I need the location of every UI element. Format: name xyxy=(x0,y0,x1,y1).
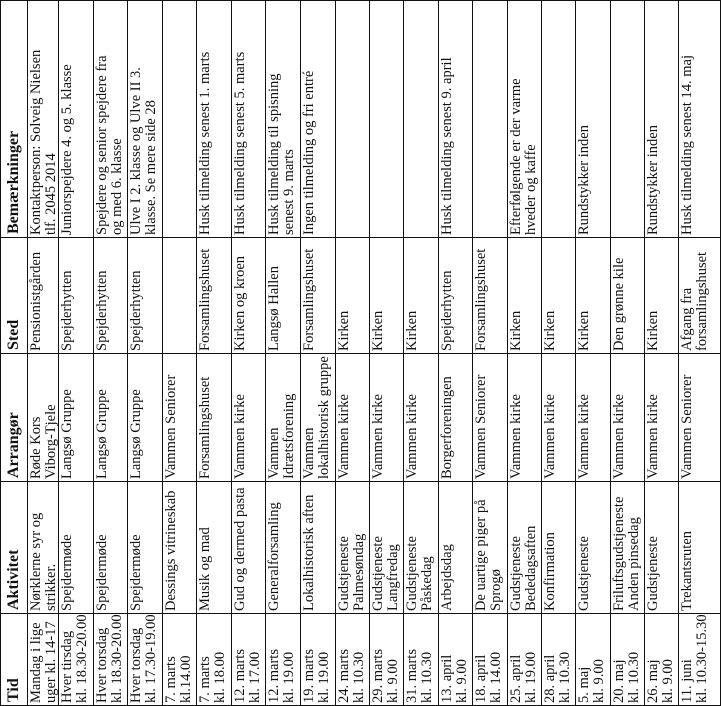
cell-aktivitet: Trekantsruten xyxy=(679,481,721,613)
cell-arrangor: Vammen kirke xyxy=(576,353,611,481)
cell-tid: 31. marts kl. 10.30 xyxy=(404,613,439,705)
cell-sted: Kirken xyxy=(645,237,679,353)
cell-bemaerkninger: Ingen tilmelding og fri entré xyxy=(301,0,336,237)
cell-aktivitet: Dessings vitrineskab xyxy=(163,481,197,613)
cell-sted: Spejderhytten xyxy=(94,237,128,353)
cell-arrangor: Vammen lokalhistorisk gruppe xyxy=(301,353,336,481)
cell-aktivitet: De uartige piger på Sprogø xyxy=(473,481,508,613)
cell-bemaerkninger xyxy=(336,0,370,237)
cell-tid: 24. marts kl. 10.30 xyxy=(336,613,370,705)
cell-aktivitet: Gudstjeneste xyxy=(576,481,611,613)
cell-sted: Kirken xyxy=(404,237,439,353)
cell-aktivitet: Lokalhistorisk aften xyxy=(301,481,336,613)
cell-tid: 12. marts kl. 19.00 xyxy=(266,613,301,705)
cell-sted xyxy=(163,237,197,353)
cell-tid: Hver torsdag kl. 17.30-19.00 xyxy=(128,613,163,705)
header-arrangor: Arrangør xyxy=(1,353,28,481)
cell-tid: Hver torsdag kl. 18.30-20.00 xyxy=(94,613,128,705)
cell-sted: Forsamlingshuset xyxy=(301,237,336,353)
cell-tid: Hver tirsdag kl. 18.30-20.00 xyxy=(59,613,94,705)
cell-tid: 5. maj kl. 9.00 xyxy=(576,613,611,705)
cell-sted: Kirken xyxy=(576,237,611,353)
cell-tid: 12. marts kl. 17.00 xyxy=(232,613,266,705)
cell-arrangor: Vammen kirke xyxy=(232,353,266,481)
cell-sted: Kirken xyxy=(370,237,404,353)
cell-aktivitet: Gudstjeneste Langfredag xyxy=(370,481,404,613)
cell-arrangor: Vammen Seniorer xyxy=(679,353,721,481)
cell-bemaerkninger: Rundstykker inden xyxy=(645,0,679,237)
cell-bemaerkninger xyxy=(473,0,508,237)
cell-aktivitet: Spejdermøde xyxy=(94,481,128,613)
cell-bemaerkninger: Juniorspejdere 4. og 5. klasse xyxy=(59,0,94,237)
cell-tid: 28. april kl. 10.30 xyxy=(542,613,576,705)
cell-bemaerkninger xyxy=(404,0,439,237)
cell-sted: Forsamlingshuset xyxy=(197,237,232,353)
cell-bemaerkninger: Spejdere og senior spejdere fra og med 6. klasse xyxy=(94,0,128,237)
cell-tid: 20. maj kl. 10.30 xyxy=(611,613,645,705)
cell-sted: Spejderhytten xyxy=(128,237,163,353)
cell-tid: 7. marts kl. 18.00 xyxy=(197,613,232,705)
cell-arrangor: Borgerforeningen xyxy=(439,353,473,481)
cell-sted: Spejderhytten xyxy=(59,237,94,353)
cell-arrangor: Vammen kirke xyxy=(370,353,404,481)
cell-bemaerkninger: Husk tilmelding senest 9. april xyxy=(439,0,473,237)
cell-arrangor: Røde Kors Viborg-Tjele xyxy=(28,353,59,481)
header-bemaerkninger: Bemærkninger xyxy=(1,0,28,237)
cell-bemaerkninger xyxy=(611,0,645,237)
cell-sted: Afgang fra forsamlingshuset xyxy=(679,237,721,353)
header-tid: Tid xyxy=(1,613,28,705)
cell-aktivitet: Gudstjeneste Påskedag xyxy=(404,481,439,613)
cell-bemaerkninger: Husk tilmelding til spisning senest 9. marts xyxy=(266,0,301,237)
cell-sted: Kirken xyxy=(336,237,370,353)
cell-aktivitet: Gud og dermed pasta xyxy=(232,481,266,613)
cell-tid: 11. juni kl. 10.30-15.30 xyxy=(679,613,721,705)
header-aktivitet: Aktivitet xyxy=(1,481,28,613)
cell-arrangor: Langsø Gruppe xyxy=(128,353,163,481)
cell-arrangor: Vammen kirke xyxy=(611,353,645,481)
cell-bemaerkninger: Efterfølgende er der varme hveder og kaffe xyxy=(508,0,542,237)
cell-sted: Spejderhytten xyxy=(439,237,473,353)
cell-arrangor: Forsamlingshuset xyxy=(197,353,232,481)
cell-sted: Pensionistgården xyxy=(28,237,59,353)
cell-aktivitet: Gudstjeneste Palmesøndag xyxy=(336,481,370,613)
cell-arrangor: Langsø Gruppe xyxy=(59,353,94,481)
cell-tid: 7. marts kl.14.00 xyxy=(163,613,197,705)
cell-tid: 13. april kl. 9.00 xyxy=(439,613,473,705)
cell-tid: 19. marts kl. 19.00 xyxy=(301,613,336,705)
cell-bemaerkninger: Rundstykker inden xyxy=(576,0,611,237)
cell-arrangor: Vammen Idrætsforening xyxy=(266,353,301,481)
cell-sted: Kirken xyxy=(542,237,576,353)
cell-tid: Mandag i lige uger kl. 14-17 xyxy=(28,613,59,705)
cell-bemaerkninger: Kontaktperson: Solveig Nielsen tlf. 2045 2014 xyxy=(28,0,59,237)
cell-sted: Langsø Hallen xyxy=(266,237,301,353)
cell-aktivitet: Arbejdsdag xyxy=(439,481,473,613)
cell-bemaerkninger xyxy=(542,0,576,237)
cell-aktivitet: Konfirmation xyxy=(542,481,576,613)
cell-sted: Forsamlingshuset xyxy=(473,237,508,353)
cell-bemaerkninger: Husk tilmelding senest 1. marts xyxy=(197,0,232,237)
cell-aktivitet: Friluftsgudstjeneste Anden pinsedag xyxy=(611,481,645,613)
header-sted: Sted xyxy=(1,237,28,353)
cell-aktivitet: Spejdermøde xyxy=(128,481,163,613)
cell-tid: 26. maj kl. 9.00 xyxy=(645,613,679,705)
cell-aktivitet: Spejdermøde xyxy=(59,481,94,613)
cell-sted: Kirken og kroen xyxy=(232,237,266,353)
cell-arrangor: Vammen Seniorer xyxy=(473,353,508,481)
cell-bemaerkninger: Ulve I 2. klasse og Ulve II 3. klasse. Se mere side 28 xyxy=(128,0,163,237)
cell-aktivitet: Gudstjeneste xyxy=(645,481,679,613)
cell-bemaerkninger xyxy=(370,0,404,237)
cell-bemaerkninger xyxy=(163,0,197,237)
cell-aktivitet: Generalforsamling xyxy=(266,481,301,613)
cell-arrangor: Vammen kirke xyxy=(542,353,576,481)
cell-arrangor: Vammen kirke xyxy=(336,353,370,481)
cell-arrangor: Vammen kirke xyxy=(404,353,439,481)
cell-arrangor: Vammen Seniorer xyxy=(163,353,197,481)
cell-aktivitet: Gudstjeneste Bededagsaften xyxy=(508,481,542,613)
cell-aktivitet: Musik og mad xyxy=(197,481,232,613)
cell-bemaerkninger: Husk tilmelding senest 5. marts xyxy=(232,0,266,237)
cell-sted: Kirken xyxy=(508,237,542,353)
cell-tid: 18. april kl. 14.00 xyxy=(473,613,508,705)
cell-arrangor: Vammen kirke xyxy=(508,353,542,481)
cell-bemaerkninger: Husk tilmelding senest 14. maj xyxy=(679,0,721,237)
cell-sted: Den grønne kile xyxy=(611,237,645,353)
cell-tid: 29. marts kl. 9.00 xyxy=(370,613,404,705)
cell-arrangor: Vammen kirke xyxy=(645,353,679,481)
cell-aktivitet: Nørklerne syr og strikker. xyxy=(28,481,59,613)
cell-arrangor: Langsø Gruppe xyxy=(94,353,128,481)
cell-tid: 25. april kl. 19.00 xyxy=(508,613,542,705)
